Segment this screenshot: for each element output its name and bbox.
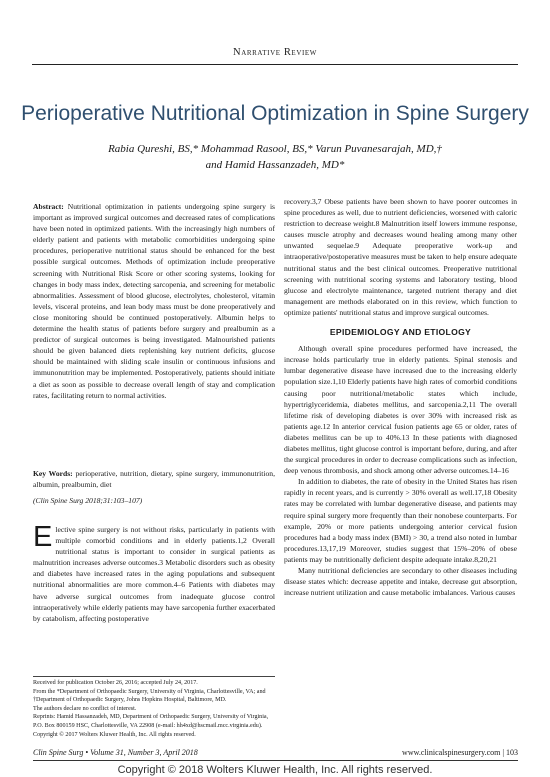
intro-paragraph	[33, 521, 275, 624]
abstract	[33, 201, 275, 401]
section-label: Narrative Review	[233, 47, 317, 58]
paragraph-deficiencies: Many nutritional deficiencies are secondary to other diseases including disease states which: decrease appetite and intake, decrease gut absorption, increase nutrient utilization and cause metabolic imbalances. Various causes	[284, 566, 517, 598]
paragraph-recovery: recovery.3,7 Obese patients have been shown to have poorer outcomes in spine procedures as well, due to nutrient deficiencies, worsened with caloric restriction to decrease weight.8 Malnutrition itself lowers immune response, causes muscle atrophy and decreases wound healing among many other unwanted sequelae.9 Adequate preoperative work-up and intraoperative/postoperative measures must be taken to help ensure adequate nutritional status and the best clinical outcomes. Preoperative nutritional screening with nutritional scoring systems and laboratory testing, blood glucose and electrolyte maintenance, targeted nutrient therapy and diet management are methods elaborated on in this review, which function to optimize patients' nutritional status and improve surgical outcomes.	[284, 197, 517, 317]
footnote-received: Received for publication October 26, 2016; accepted July 24, 2017.	[33, 680, 198, 686]
journal-info: Clin Spine Surg • Volume 31, Number 3, April 2018	[33, 748, 198, 757]
header-rule	[32, 64, 518, 65]
citation: (Clin Spine Surg 2018;31:103–107)	[33, 496, 143, 505]
copyright-notice: Copyright © 2018 Wolters Kluwer Health, Inc. All rights reserved.	[117, 764, 433, 776]
author-line-1: Rabia Qureshi, BS,* Mohammad Rasool, BS,* Varun Puvanesarajah, MD,†	[108, 143, 442, 155]
right-column	[284, 196, 517, 598]
abstract-label: Abstract:	[33, 202, 64, 211]
author-line-2: and Hamid Hassanzadeh, MD*	[205, 159, 345, 171]
footnote-conflict: The authors declare no conflict of interest.	[33, 705, 137, 712]
intro-text: lective spine surgery is not without risks, particularly in patients with multiple comorbid conditions and in elderly patients.1,2 Overall nutritional status is important to consider in surgical patients as malnutrition increases adverse outcomes.3 Metabolic disorders such as obesity and diabetes have increased rates in the aging populations and subsequent nutritional abnormalities are more common.4–6 Patients with diabetes may have adverse surgical outcomes from inadequate glucose control intraoperatively while elderly patients may have sarcopenia further exacerbated by catabolism, affecting postoperative	[33, 525, 275, 623]
footnote-rule	[33, 676, 275, 677]
section-heading: EPIDEMIOLOGY AND ETIOLOGY	[329, 327, 472, 338]
footnote-copyright: Copyright © 2017 Wolters Kluwer Health, Inc. All rights reserved.	[33, 731, 196, 738]
footnote-reprints: Reprints: Hamid Hassanzadeh, MD, Department of Orthopaedic Surgery, University of Virginia, P.O. Box 800159 HSC, Charlottesville, VA 22908 (e-mail: hh4xd@hscmail.mcc.virginia.edu).	[33, 714, 269, 729]
paragraph-obesity: In addition to diabetes, the rate of obesity in the United States has risen rapidly in recent years, and is currently > 30% overall as well.17,18 Obesity rates may be correlated with lumbar degenerative disease, and patients may require spinal surgery more frequently than their nonobese counterparts. For example, 20% or more patients undergoing anterior cervical fusion procedures had a body mass index (BMI) > 30, a trend also noted in lumbar procedures.13,17,19 Moreover, studies suggest that 15%–20% of obese patients may be nutritionally deficient despite adequate intake.8,20,21	[284, 477, 517, 564]
keywords	[33, 468, 275, 490]
keywords-label: Key Words:	[33, 469, 73, 478]
footnotes	[33, 679, 275, 739]
footnote-affiliation: From the *Department of Orthopaedic Surgery, University of Virginia, Charlottesville, VA; and †Department of Orthopaedic Surgery, Johns Hopkins Hospital, Baltimore, MD.	[33, 688, 266, 704]
page-info: www.clinicalspinesurgery.com | 103	[402, 748, 518, 757]
drop-cap: E	[33, 521, 53, 553]
article-title: Perioperative Nutritional Optimization in Spine Surgery	[21, 102, 529, 125]
author-list	[40, 141, 510, 173]
footer-rule	[33, 760, 518, 761]
keywords-text: perioperative, nutrition, dietary, spine surgery, immunonutrition, albumin, prealbumin, diet	[33, 469, 275, 490]
abstract-text: Nutritional optimization in patients undergoing spine surgery is important as improved surgical outcomes and decreased rates of complications have been noted in optimized patients. With the increasingly high numbers of elderly patient and patients with metabolic comorbidities undergoing spine procedures, perioperative nutritional status should be enhanced for the best possible surgical outcomes. Methods of optimization include preoperative screening with Nutritional Risk Score or other scoring systems, looking for changes in body mass index, detecting sarcopenia, and screening for metabolic abnormalities. Assessment of blood glucose, electrolytes, cholesterol, vitamin levels, visceral proteins, and lean body mass must be done preoperatively and close monitoring should be continued postoperatively. Albumin helps to determine the health status of patients before surgery and prealbumin as a predictor of surgical outcomes is being investigated. Malnourished patients should be given balanced diets replenishing key nutrient deficits, glucose should be maintained with sliding scale insulin or continuous infusions and immunonutrition may be implemented. Postoperatively, patients should initiate a diet as soon as possible to decrease overall length of stay and complication rates, facilitating return to normal activities.	[33, 202, 276, 400]
paragraph-epidemiology: Although overall spine procedures performed have increased, the increase holds particularly true in elderly patients. Spinal stenosis and lumbar degenerative disease have increased due to the increasing elderly population size.1,10 Elderly patients have high rates of comorbid conditions causing poor nutritional/metabolic states which include, hypertriglyceridemia, diabetes mellitus, and sarcopenia.2,11 The overall lifetime risk of developing diabetes is over 30% with increased risk as patients age.12 In anterior cervical fusion patients age 65 or older, rates of diabetes mellitus can be up to 40%.13 In these patients with diagnosed diabetes mellitus, tight glucose control is important before, during, and after the surgical procedures in order to decrease complications such as infection, deep venous thrombosis, and shock among other adverse outcomes.14–16	[284, 344, 517, 476]
